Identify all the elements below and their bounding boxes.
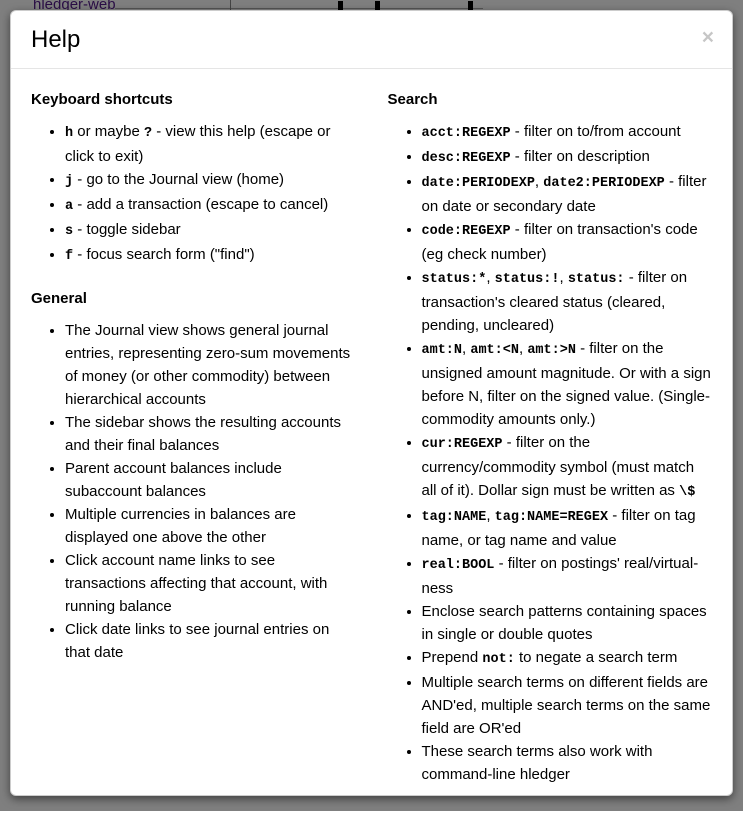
code-term: amt:>N: [527, 343, 576, 358]
modal-body: [11, 69, 732, 826]
right-column: [372, 89, 713, 806]
list-item: • date:PERIODEXP, date2:PERIODEXP - filter on date or secondary date: [422, 170, 713, 218]
code-term: ?: [144, 126, 152, 141]
list-item: • j - go to the Journal view (home): [65, 168, 354, 193]
code-term: cur:REGEXP: [422, 437, 503, 452]
code-term: h: [65, 126, 73, 141]
code-term: \$: [679, 485, 695, 500]
list-item: • These search terms also work with command-line hledger: [422, 740, 713, 786]
code-term: status:!: [495, 272, 560, 287]
list-item: • cur:REGEXP - filter on the currency/commodity symbol (must match all of it). Dollar sign must be written as \$: [422, 431, 713, 504]
code-term: code:REGEXP: [422, 224, 511, 239]
code-term: tag:NAME: [422, 510, 487, 525]
search-list: [388, 120, 713, 786]
section-heading-search: Search: [388, 91, 713, 108]
code-term: amt:N: [422, 343, 463, 358]
list-item: • code:REGEXP - filter on transaction's code (eg check number): [422, 218, 713, 266]
code-term: s: [65, 224, 73, 239]
modal-title: Help: [31, 24, 712, 55]
list-item: • The sidebar shows the resulting accounts and their final balances: [65, 411, 354, 457]
list-item: • tag:NAME, tag:NAME=REGEX - filter on tag name, or tag name and value: [422, 504, 713, 552]
code-term: desc:REGEXP: [422, 151, 511, 166]
list-item: • desc:REGEXP - filter on description: [422, 145, 713, 170]
code-term: acct:REGEXP: [422, 126, 511, 141]
code-term: not:: [482, 652, 514, 667]
code-term: real:BOOL: [422, 558, 495, 573]
code-term: j: [65, 174, 73, 189]
code-term: a: [65, 199, 73, 214]
code-term: status:*: [422, 272, 487, 287]
left-column: [31, 89, 372, 684]
list-item: • Parent account balances include subaccount balances: [65, 457, 354, 503]
list-item: • Multiple currencies in balances are displayed one above the other: [65, 503, 354, 549]
list-item: • Click account name links to see transactions affecting that account, with running balance: [65, 549, 354, 618]
list-item: • a - add a transaction (escape to cancel): [65, 193, 354, 218]
list-item: • acct:REGEXP - filter on to/from account: [422, 120, 713, 145]
general-list: [31, 319, 354, 664]
code-term: amt:<N: [470, 343, 519, 358]
keyboard-shortcuts-list: [31, 120, 354, 268]
list-item: • Click date links to see journal entries on that date: [65, 618, 354, 664]
modal-header: [11, 11, 732, 69]
help-modal: [10, 10, 733, 796]
section-heading-general: General: [31, 290, 354, 307]
list-item: • h or maybe ? - view this help (escape or click to exit): [65, 120, 354, 168]
list-item: • f - focus search form ("find"): [65, 243, 354, 268]
code-term: f: [65, 249, 73, 264]
list-item: • amt:N, amt:<N, amt:>N - filter on the unsigned amount magnitude. Or with a sign before N, filter on the signed value. (Single-commodity amounts only.): [422, 337, 713, 431]
list-item: • Multiple search terms on different fields are AND'ed, multiple search terms on the same field are OR'ed: [422, 671, 713, 740]
list-item: • s - toggle sidebar: [65, 218, 354, 243]
section-heading-keyboard-shortcuts: Keyboard shortcuts: [31, 91, 354, 108]
list-item: • real:BOOL - filter on postings' real/virtual-ness: [422, 552, 713, 600]
code-term: status:: [568, 272, 625, 287]
list-item: • Enclose search patterns containing spaces in single or double quotes: [422, 600, 713, 646]
list-item: • Prepend not: to negate a search term: [422, 646, 713, 671]
list-item: • The Journal view shows general journal entries, representing zero-sum movements of money (or other commodity) between hierarchical accounts: [65, 319, 354, 411]
close-icon[interactable]: ×: [702, 27, 714, 48]
code-term: date2:PERIODEXP: [543, 176, 665, 191]
code-term: tag:NAME=REGEX: [495, 510, 608, 525]
code-term: date:PERIODEXP: [422, 176, 535, 191]
list-item: • status:*, status:!, status: - filter on transaction's cleared status (cleared, pending, uncleared): [422, 266, 713, 337]
